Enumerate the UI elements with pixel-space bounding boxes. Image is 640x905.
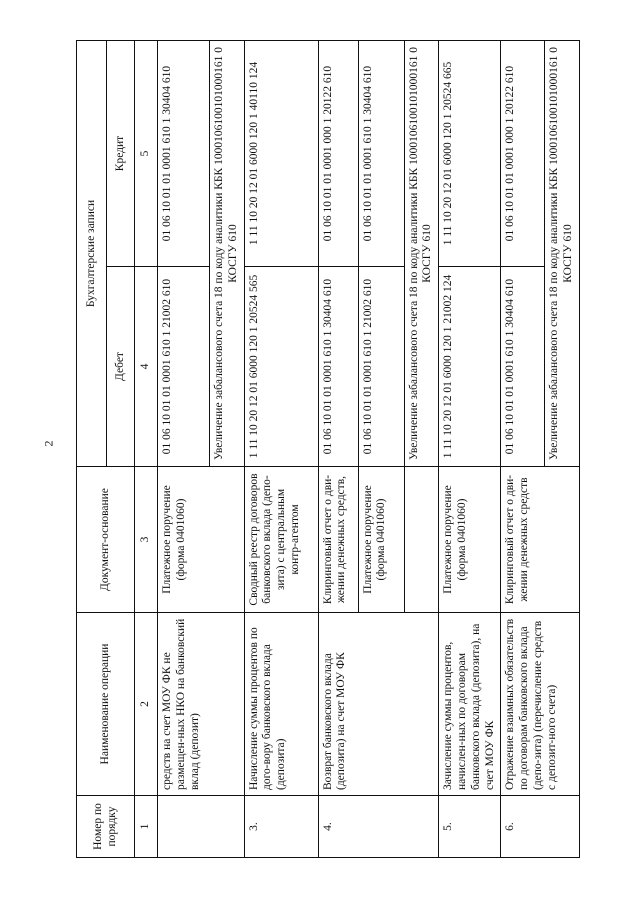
row-cont-no (158, 796, 245, 858)
header-document: Документ-основание (77, 467, 135, 613)
row-5-doc: Платежное поручение (форма 0401060) (439, 467, 501, 613)
row-6-note: Увеличение забалансового счета 18 по коду аналитики КБК 1000106100101000161 0 КОСГУ 610 (545, 41, 580, 467)
row-6-name: Отражение взаимных обязательств по договорам банковского вклада (депо-зита) (перечисление средств с депозит-ного счета) (501, 613, 580, 796)
row-3-credit: 1 11 10 20 12 01 6000 120 1 40110 124 (244, 41, 318, 267)
header-credit: Кредит (107, 41, 135, 267)
row-cont-name: средств на счет МОУ ФК не размещен-ных НКО на банковский вклад (депозит) (158, 613, 245, 796)
row-6-debit: 01 06 10 01 01 0001 610 1 30404 610 (501, 267, 545, 467)
row-4-no: 4. (318, 796, 439, 858)
row-4-doc-a: Клиринговый отчет о дви-жении денежных средств, (318, 467, 358, 613)
header-order-no: Номер по порядку (77, 796, 135, 858)
row-cont-doc: Платежное поручение (форма 0401060) (158, 467, 245, 613)
row-5-credit: 1 11 10 20 12 01 6000 120 1 20524 665 (439, 41, 501, 267)
header-debit: Дебет (107, 267, 135, 467)
row-6-no: 6. (501, 796, 580, 858)
row-cont-credit: 01 06 10 01 01 0001 610 1 30404 610 (158, 41, 210, 267)
row-4-debit-b: 01 06 10 01 01 0001 610 1 21002 610 (358, 267, 404, 467)
header-entries: Бухгалтерские записи (77, 41, 107, 467)
page-number: 2 (41, 440, 56, 447)
row-4-credit-a: 01 06 10 01 01 0001 000 1 20122 610 (318, 41, 358, 267)
row-4-credit-b: 01 06 10 01 01 0001 610 1 30404 610 (358, 41, 404, 267)
row-4-debit-a: 01 06 10 01 01 0001 610 1 30404 610 (318, 267, 358, 467)
col-number-2: 2 (135, 613, 158, 796)
accounting-entries-table (76, 40, 580, 858)
col-number-1: 1 (135, 796, 158, 858)
row-3-no: 3. (244, 796, 318, 858)
row-5-debit: 1 11 10 20 12 01 6000 120 1 21002 124 (439, 267, 501, 467)
row-5-no: 5. (439, 796, 501, 858)
col-number-3: 3 (135, 467, 158, 613)
row-4-note: Увеличение забалансового счета 18 по коду аналитики КБК 1000106100101000161 0 КОСГУ 610 (404, 41, 439, 467)
row-6-credit: 01 06 10 01 01 0001 000 1 20122 610 (501, 41, 545, 267)
header-operation: Наименование операции (77, 613, 135, 796)
row-4-doc-b: Платежное поручение (форма 0401060) (358, 467, 404, 613)
row-5-name: Зачисление суммы процентов, начислен-ных по договорам банковского вклада (депозита), на счет МОУ ФК (439, 613, 501, 796)
row-3-name: Начисление суммы процентов по дого-вору банковского вклада (депозита) (244, 613, 318, 796)
col-number-4: 4 (135, 267, 158, 467)
rotated-table-container (76, 41, 575, 858)
row-cont-debit: 01 06 10 01 01 0001 610 1 21002 610 (158, 267, 210, 467)
row-4-name: Возврат банковского вклада (депозита) на счет МОУ ФК (318, 613, 439, 796)
col-number-5: 5 (135, 41, 158, 267)
row-cont-note: Увеличение забалансового счета 18 по коду аналитики КБК 1000106100101000161 0 КОСГУ 610 (210, 41, 245, 467)
row-3-doc: Сводный реестр договоров банковского вклада (депо-зита) с центральным контр-агентом (244, 467, 318, 613)
row-3-debit: 1 11 10 20 12 01 6000 120 1 20524 565 (244, 267, 318, 467)
row-6-doc: Клиринговый отчет о дви-жении денежных средств (501, 467, 580, 613)
